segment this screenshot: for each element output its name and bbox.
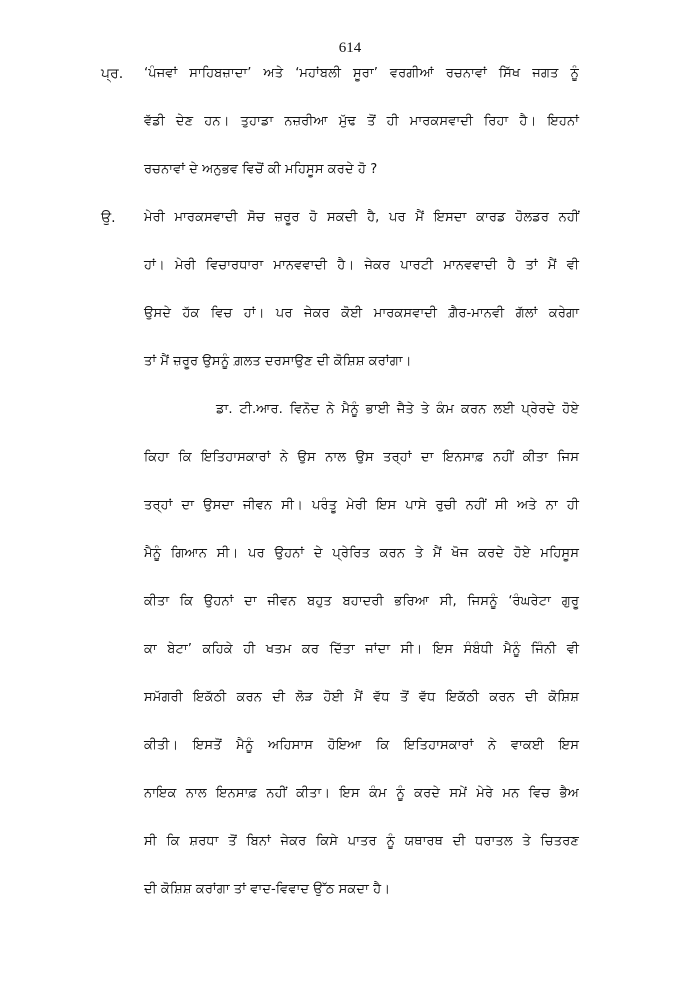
answer-line: ਦੀ ਕੋਸ਼ਿਸ਼ ਕਰਾਂਗਾ ਤਾਂ ਵਾਦ-ਵਿਵਾਦ ਉੱਠ ਸਕਦਾ ਹੈ।	[144, 882, 391, 897]
answer-line: ਮੇਰੀ ਮਾਰਕਸਵਾਦੀ ਸੋਚ ਜ਼ਰੂਰ ਹੋ ਸਕਦੀ ਹੈ, ਪਰ ਮੈਂ ਇਸਦਾ ਕਾਰਡ ਹੋਲਡਰ ਨਹੀਂ	[144, 210, 579, 225]
answer-line: ਕਿਹਾ ਕਿ ਇਤਿਹਾਸਕਾਰਾਂ ਨੇ ਉਸ ਨਾਲ ਉਸ ਤਰ੍ਹਾਂ ਦਾ ਇਨਸਾਫ਼ ਨਹੀਂ ਕੀਤਾ ਜਿਸ	[144, 450, 579, 465]
question-line: ਰਚਨਾਵਾਂ ਦੇ ਅਨੁਭਵ ਵਿਚੋਂ ਕੀ ਮਹਿਸੂਸ ਕਰਦੇ ਹੋ ?	[144, 162, 378, 177]
question-label: ਪ੍ਰ.	[101, 66, 124, 82]
answer-line: ਹਾਂ। ਮੇਰੀ ਵਿਚਾਰਧਾਰਾ ਮਾਨਵਵਾਦੀ ਹੈ। ਜੇਕਰ ਪਾਰਟੀ ਮਾਨਵਵਾਦੀ ਹੈ ਤਾਂ ਮੈਂ ਵੀ	[144, 258, 579, 273]
answer-line: ਤਰ੍ਹਾਂ ਦਾ ਉਸਦਾ ਜੀਵਨ ਸੀ। ਪਰੰਤੂ ਮੇਰੀ ਇਸ ਪਾਸੇ ਰੁਚੀ ਨਹੀਂ ਸੀ ਅਤੇ ਨਾ ਹੀ	[144, 498, 579, 513]
answer-line: ਨਾਇਕ ਨਾਲ ਇਨਸਾਫ਼ ਨਹੀਂ ਕੀਤਾ। ਇਸ ਕੰਮ ਨੂੰ ਕਰਦੇ ਸਮੇਂ ਮੇਰੇ ਮਨ ਵਿਚ ਭੈਅ	[144, 786, 579, 801]
question-line: ‘ਪੰਜਵਾਂ ਸਾਹਿਬਜ਼ਾਦਾ’ ਅਤੇ ‘ਮਹਾਂਬਲੀ ਸੂਰਾ’ ਵਰਗੀਆਂ ਰਚਨਾਵਾਂ ਸਿੱਖ ਜਗਤ ਨੂੰ	[144, 66, 580, 81]
answer-label: ਉ.	[101, 210, 116, 226]
answer-line: ਡਾ. ਟੀ.ਆਰ. ਵਿਨੋਦ ਨੇ ਮੈਨੂੰ ਭਾਈ ਜੈਤੇ ਤੇ ਕੰਮ ਕਰਨ ਲਈ ਪ੍ਰੇਰਦੇ ਹੋਏ	[216, 402, 579, 417]
answer-line: ਸੀ ਕਿ ਸ਼ਰਧਾ ਤੋਂ ਬਿਨਾਂ ਜੇਕਰ ਕਿਸੇ ਪਾਤਰ ਨੂੰ ਯਥਾਰਥ ਦੀ ਧਰਾਤਲ ਤੇ ਚਿਤਰਣ	[144, 834, 579, 849]
answer-line: ਉਸਦੇ ਹੱਕ ਵਿਚ ਹਾਂ। ਪਰ ਜੇਕਰ ਕੋਈ ਮਾਰਕਸਵਾਦੀ ਗ਼ੈਰ-ਮਾਨਵੀ ਗੱਲਾਂ ਕਰੇਗਾ	[144, 306, 579, 321]
answer-line: ਸਮੱਗਰੀ ਇਕੱਠੀ ਕਰਨ ਦੀ ਲੋੜ ਹੋਈ ਮੈਂ ਵੱਧ ਤੋਂ ਵੱਧ ਇਕੱਠੀ ਕਰਨ ਦੀ ਕੋਸ਼ਿਸ਼	[144, 690, 579, 705]
answer-line: ਕੀਤਾ ਕਿ ਉਹਨਾਂ ਦਾ ਜੀਵਨ ਬਹੁਤ ਬਹਾਦਰੀ ਭਰਿਆ ਸੀ, ਜਿਸਨੂੰ ‘ਰੰਘਰੇਟਾ ਗੁਰੂ	[144, 594, 579, 609]
answer-line: ਤਾਂ ਮੈਂ ਜ਼ਰੂਰ ਉਸਨੂੰ ਗ਼ਲਤ ਦਰਸਾਉਣ ਦੀ ਕੋਸ਼ਿਸ਼ ਕਰਾਂਗਾ।	[144, 354, 412, 369]
question-line: ਵੱਡੀ ਦੇਣ ਹਨ। ਤੁਹਾਡਾ ਨਜ਼ਰੀਆ ਮੁੱਢ ਤੋਂ ਹੀ ਮਾਰਕਸਵਾਦੀ ਰਿਹਾ ਹੈ। ਇਹਨਾਂ	[144, 114, 579, 129]
answer-line: ਕੀਤੀ। ਇਸਤੋਂ ਮੈਨੂੰ ਅਹਿਸਾਸ ਹੋਇਆ ਕਿ ਇਤਿਹਾਸਕਾਰਾਂ ਨੇ ਵਾਕਈ ਇਸ	[144, 738, 579, 753]
page-number: 614	[338, 40, 362, 56]
answer-line: ਕਾ ਬੇਟਾ’ ਕਹਿਕੇ ਹੀ ਖਤਮ ਕਰ ਦਿੱਤਾ ਜਾਂਦਾ ਸੀ। ਇਸ ਸੰਬੰਧੀ ਮੈਨੂੰ ਜਿੰਨੀ ਵੀ	[144, 642, 579, 657]
answer-line: ਮੈਨੂੰ ਗਿਆਨ ਸੀ। ਪਰ ਉਹਨਾਂ ਦੇ ਪ੍ਰੇਰਿਤ ਕਰਨ ਤੇ ਮੈਂ ਖੋਜ ਕਰਦੇ ਹੋਏ ਮਹਿਸੂਸ	[144, 546, 579, 561]
